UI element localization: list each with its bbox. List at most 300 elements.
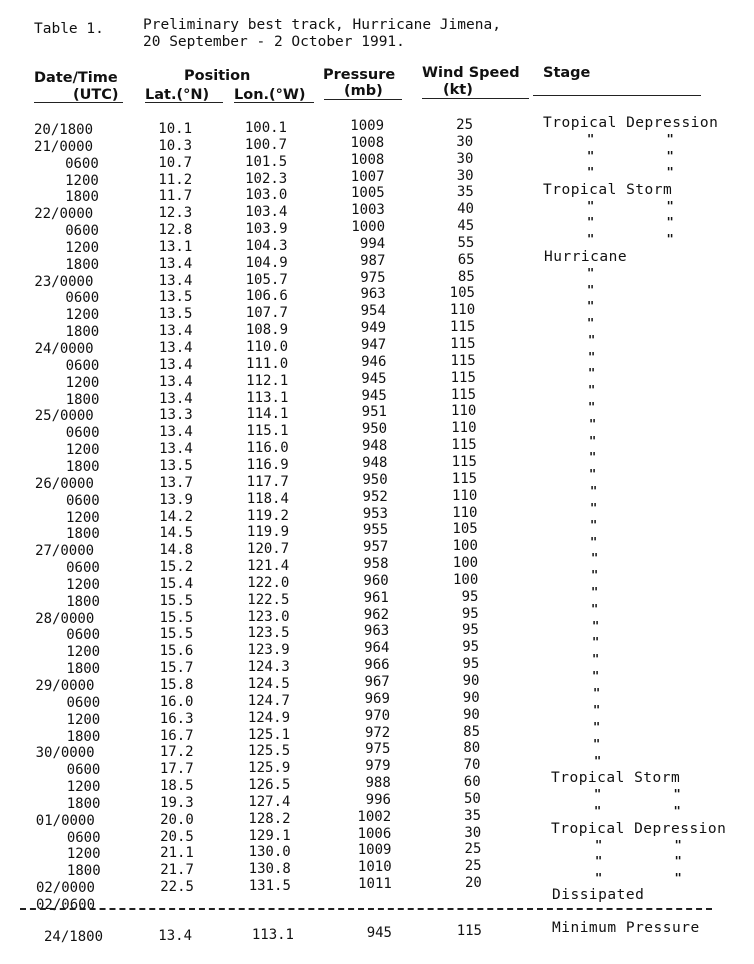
cell-lat: 13.9 xyxy=(159,491,193,508)
cell-pressure: 1008 xyxy=(350,151,385,168)
cell-wind: 100 xyxy=(452,571,479,588)
summary-separator xyxy=(20,908,712,910)
cell-wind: 95 xyxy=(461,605,479,622)
stage-ditto: " xyxy=(588,350,596,364)
stage-ditto: " xyxy=(589,434,597,448)
cell-time: 02/0000 xyxy=(35,880,95,897)
cell-lat: 13.5 xyxy=(158,289,193,306)
cell-lat: 21.7 xyxy=(160,862,194,879)
cell-lat: 14.2 xyxy=(159,508,193,525)
stage-ditto: " " xyxy=(594,804,681,818)
stage-ditto: " " xyxy=(587,199,674,213)
cell-pressure: 969 xyxy=(364,690,390,707)
cell-wind: 80 xyxy=(463,740,481,757)
cell-time: 1800 xyxy=(65,324,100,341)
header-kt: (kt) xyxy=(443,82,473,98)
cell-lon: 129.1 xyxy=(248,827,291,844)
cell-lon: 131.5 xyxy=(248,878,291,895)
cell-lon: 124.7 xyxy=(247,692,290,709)
stage-label: Tropical Storm xyxy=(543,182,673,198)
cell-time: 20/1800 xyxy=(34,122,94,138)
stage-ditto: " xyxy=(588,400,596,414)
cell-pressure: 1008 xyxy=(350,134,385,151)
cell-wind: 95 xyxy=(462,656,480,673)
cell-time: 30/0000 xyxy=(35,745,95,762)
cell-lon: 125.1 xyxy=(247,726,291,743)
cell-wind: 115 xyxy=(450,369,476,386)
stage-ditto: " xyxy=(590,535,598,549)
cell-wind: 95 xyxy=(462,622,479,639)
cell-pressure: 1010 xyxy=(357,859,392,876)
summary-lon: 113.1 xyxy=(251,927,294,943)
cell-lon: 123.9 xyxy=(247,642,290,659)
cell-time: 29/0000 xyxy=(35,677,95,694)
cell-pressure: 996 xyxy=(365,791,391,808)
cell-lon: 100.1 xyxy=(244,120,287,136)
cell-lon: 106.6 xyxy=(245,288,288,305)
stage-ditto: " " xyxy=(595,838,682,852)
cell-pressure: 951 xyxy=(361,404,387,421)
stage-ditto: " xyxy=(588,383,596,397)
header-rule-stage xyxy=(533,95,701,96)
cell-wind: 115 xyxy=(450,352,476,369)
cell-pressure: 961 xyxy=(363,589,389,606)
stage-ditto: " xyxy=(591,585,599,599)
stage-ditto: " xyxy=(591,602,599,616)
cell-lat: 13.4 xyxy=(158,272,193,289)
summary-label: Minimum Pressure xyxy=(552,920,700,936)
cell-lat: 11.2 xyxy=(158,171,193,188)
cell-lat: 19.3 xyxy=(160,794,194,811)
cell-lon: 126.5 xyxy=(248,777,291,794)
cell-lon: 103.9 xyxy=(245,221,288,238)
cell-pressure: 964 xyxy=(364,640,390,657)
stage-ditto: " xyxy=(588,333,596,347)
stage-ditto: " xyxy=(591,568,599,582)
cell-wind: 110 xyxy=(449,302,476,319)
cell-lat: 17.7 xyxy=(159,761,194,778)
cell-time: 0600 xyxy=(65,290,100,307)
stage-ditto: " " xyxy=(587,149,674,163)
cell-wind: 90 xyxy=(462,706,480,723)
cell-wind: 95 xyxy=(461,588,479,605)
header-rule-lon xyxy=(234,102,314,103)
stage-ditto: " " xyxy=(587,165,674,179)
cell-time: 1800 xyxy=(65,256,100,273)
cell-wind: 90 xyxy=(462,672,480,689)
cell-pressure: 1003 xyxy=(351,202,385,219)
cell-lon: 111.0 xyxy=(246,355,289,372)
cell-time: 1200 xyxy=(66,846,101,863)
cell-time: 1800 xyxy=(66,526,100,543)
cell-lon: 103.4 xyxy=(245,204,288,221)
cell-time: 1800 xyxy=(66,795,101,812)
cell-pressure: 1000 xyxy=(351,219,386,236)
cell-lat: 20.0 xyxy=(160,811,194,828)
cell-pressure: 947 xyxy=(360,337,387,354)
cell-lon: 122.5 xyxy=(247,591,290,608)
cell-lon: 116.0 xyxy=(246,440,289,457)
cell-lat: 15.4 xyxy=(159,575,194,592)
cell-wind: 110 xyxy=(452,504,478,521)
cell-time: 1200 xyxy=(65,374,100,391)
cell-lon: 110.0 xyxy=(245,339,289,356)
stage-label: Hurricane xyxy=(544,249,628,265)
stage-ditto: " xyxy=(592,635,600,649)
header-position: Position xyxy=(184,68,251,84)
cell-time: 0600 xyxy=(65,155,99,172)
cell-lon: 112.1 xyxy=(246,372,289,389)
cell-pressure: 975 xyxy=(365,741,391,758)
cell-lon: 117.7 xyxy=(246,473,289,490)
cell-lat: 13.1 xyxy=(158,238,193,255)
cell-wind: 45 xyxy=(457,218,475,235)
cell-pressure: 979 xyxy=(365,758,391,775)
cell-lon: 108.9 xyxy=(245,322,289,339)
stage-ditto: " xyxy=(589,467,597,481)
cell-pressure: 988 xyxy=(365,775,391,792)
cell-wind: 30 xyxy=(464,824,482,841)
header-wind: Wind Speed xyxy=(422,65,520,81)
cell-pressure: 957 xyxy=(363,539,389,556)
cell-lat: 21.1 xyxy=(160,845,194,862)
cell-time: 1200 xyxy=(66,509,100,526)
stage-ditto: " xyxy=(590,501,598,515)
stage-ditto: " xyxy=(591,551,599,565)
stage-ditto: " xyxy=(592,619,600,633)
cell-lon: 116.9 xyxy=(246,456,289,473)
stage-ditto: " xyxy=(593,703,601,717)
stage-ditto: " " xyxy=(587,232,674,246)
stage-ditto: " xyxy=(594,754,602,768)
summary-time: 24/1800 xyxy=(44,929,104,945)
cell-lon: 104.3 xyxy=(245,237,288,254)
cell-time: 23/0000 xyxy=(34,273,94,290)
cell-time: 1200 xyxy=(65,442,100,459)
cell-wind: 55 xyxy=(457,234,475,251)
stage-label: Dissipated xyxy=(552,887,645,903)
cell-pressure: 946 xyxy=(361,353,387,370)
stage-label: Tropical Depression xyxy=(551,821,727,837)
cell-wind: 60 xyxy=(463,774,481,791)
cell-wind: 85 xyxy=(463,723,481,740)
cell-pressure: 1005 xyxy=(350,185,385,202)
cell-lon: 130.8 xyxy=(248,861,291,878)
cell-pressure: 945 xyxy=(361,370,387,387)
cell-pressure: 950 xyxy=(362,471,388,488)
stage-ditto: " " xyxy=(587,215,674,229)
stage-ditto: " xyxy=(592,652,600,666)
cell-lon: 121.4 xyxy=(247,558,290,575)
header-lon: Lon.(°W) xyxy=(234,87,306,103)
cell-pressure: 1009 xyxy=(350,118,384,134)
cell-lon: 115.1 xyxy=(246,423,289,440)
table-label: Table 1. xyxy=(34,21,104,37)
cell-time: 01/0000 xyxy=(35,812,95,829)
cell-time: 0600 xyxy=(66,694,101,711)
cell-wind: 25 xyxy=(464,841,482,858)
cell-time: 26/0000 xyxy=(34,475,94,492)
cell-lat: 13.4 xyxy=(158,356,193,373)
stage-ditto: " xyxy=(587,266,595,280)
header-rule-wind xyxy=(422,98,529,99)
cell-pressure: 948 xyxy=(362,438,388,455)
cell-lat: 15.5 xyxy=(159,609,194,626)
cell-lat: 13.4 xyxy=(158,255,193,272)
cell-wind: 40 xyxy=(457,201,474,218)
cell-wind: 30 xyxy=(456,167,474,184)
cell-pressure: 952 xyxy=(362,488,388,505)
cell-pressure: 962 xyxy=(363,606,390,623)
cell-lon: 123.0 xyxy=(247,608,290,625)
stage-label: Tropical Storm xyxy=(551,770,681,786)
table-caption-line2: 20 September - 2 October 1991. xyxy=(143,34,405,50)
cell-time: 28/0000 xyxy=(35,610,95,627)
cell-lat: 15.5 xyxy=(159,592,194,609)
cell-pressure: 948 xyxy=(362,454,388,471)
stage-ditto: " xyxy=(587,316,595,330)
cell-lon: 120.7 xyxy=(247,541,290,558)
cell-lon: 114.1 xyxy=(246,406,289,423)
stage-ditto: " xyxy=(593,720,601,734)
cell-pressure: 987 xyxy=(360,252,386,269)
cell-lon: 101.5 xyxy=(245,153,288,170)
header-utc: (UTC) xyxy=(73,87,119,103)
cell-time: 0600 xyxy=(65,492,100,509)
header-rule-datetime xyxy=(34,102,123,103)
cell-pressure: 945 xyxy=(361,387,387,404)
cell-time: 1200 xyxy=(66,644,101,661)
cell-time: 1200 xyxy=(66,576,100,593)
cell-lon: 124.9 xyxy=(247,709,291,726)
cell-time: 0600 xyxy=(66,762,101,779)
cell-lon: 125.5 xyxy=(248,743,291,760)
cell-wind: 30 xyxy=(456,150,474,167)
cell-wind: 35 xyxy=(464,807,482,824)
stage-label: Tropical Depression xyxy=(543,115,719,131)
cell-wind: 105 xyxy=(449,285,475,302)
cell-lat: 15.8 xyxy=(159,676,194,693)
cell-wind: 100 xyxy=(452,538,478,555)
cell-time: 1800 xyxy=(65,391,100,408)
cell-wind: 105 xyxy=(452,521,478,538)
cell-lon: 100.7 xyxy=(244,136,288,153)
summary-lat: 13.4 xyxy=(158,928,192,944)
cell-pressure: 963 xyxy=(363,623,390,640)
header-datetime: Date/Time xyxy=(34,70,118,86)
cell-time: 27/0000 xyxy=(35,543,95,560)
cell-lat: 15.5 xyxy=(159,626,194,643)
stage-ditto: " xyxy=(589,450,597,464)
cell-lon: 119.2 xyxy=(246,507,289,524)
cell-lon: 113.1 xyxy=(246,389,289,406)
stage-ditto: " " xyxy=(595,854,682,868)
cell-wind: 115 xyxy=(450,386,477,403)
header-rule-lat xyxy=(145,102,223,103)
cell-time: 1800 xyxy=(66,661,101,678)
cell-wind: 90 xyxy=(462,689,480,706)
cell-lon: 125.9 xyxy=(248,760,291,777)
cell-time: 0600 xyxy=(66,627,101,644)
cell-lon: 103.0 xyxy=(245,187,288,204)
cell-lat: 18.5 xyxy=(159,778,194,795)
cell-pressure: 949 xyxy=(360,320,387,337)
cell-lat: 10.1 xyxy=(158,121,192,137)
cell-pressure: 954 xyxy=(360,303,386,320)
stage-ditto: " xyxy=(587,299,595,313)
cell-lat: 10.3 xyxy=(158,137,193,154)
header-stage: Stage xyxy=(543,65,591,81)
cell-wind: 25 xyxy=(464,858,482,875)
cell-lon: 124.3 xyxy=(247,659,290,676)
cell-lat: 13.5 xyxy=(158,306,193,323)
cell-time: 22/0000 xyxy=(34,206,94,223)
cell-lat: 12.3 xyxy=(158,205,193,222)
cell-pressure: 963 xyxy=(360,286,386,303)
cell-pressure: 966 xyxy=(364,657,390,674)
cell-lon: 118.4 xyxy=(246,490,289,507)
cell-wind: 115 xyxy=(451,470,478,487)
cell-time: 21/0000 xyxy=(34,138,94,155)
cell-lat: 16.0 xyxy=(159,693,194,710)
cell-pressure: 960 xyxy=(363,572,389,589)
stage-ditto: " " xyxy=(595,871,682,885)
cell-time: 24/0000 xyxy=(34,341,94,358)
cell-pressure: 1007 xyxy=(350,168,385,185)
cell-time: 1200 xyxy=(65,239,100,256)
table-caption-line1: Preliminary best track, Hurricane Jimena, xyxy=(143,17,501,33)
stage-ditto: " xyxy=(590,484,598,498)
cell-pressure: 1011 xyxy=(358,876,392,893)
cell-time: 1200 xyxy=(66,779,101,796)
cell-pressure: 994 xyxy=(359,235,386,252)
cell-lat: 13.4 xyxy=(158,323,193,340)
cell-wind: 100 xyxy=(452,555,479,572)
cell-lat: 13.7 xyxy=(159,474,193,491)
cell-lon: 127.4 xyxy=(248,793,291,810)
cell-time: 1800 xyxy=(65,189,99,206)
cell-lon: 128.2 xyxy=(248,810,291,827)
cell-wind: 35 xyxy=(456,184,474,201)
stage-ditto: " " xyxy=(594,787,681,801)
header-lat: Lat.(°N) xyxy=(145,87,210,103)
cell-lat: 16.3 xyxy=(159,710,194,727)
cell-lon: 124.5 xyxy=(247,675,290,692)
cell-wind: 95 xyxy=(462,639,480,656)
cell-lat: 11.7 xyxy=(158,188,193,205)
cell-lon: 123.5 xyxy=(247,625,290,642)
cell-lon: 119.9 xyxy=(246,524,290,541)
cell-wind: 70 xyxy=(463,757,481,774)
cell-pressure: 955 xyxy=(362,522,389,539)
cell-lat: 13.4 xyxy=(158,373,193,390)
summary-wind: 115 xyxy=(456,923,482,939)
cell-time: 1200 xyxy=(66,711,101,728)
cell-wind: 85 xyxy=(457,268,475,285)
cell-wind: 25 xyxy=(456,117,473,133)
cell-wind: 50 xyxy=(463,790,481,807)
cell-lat: 13.4 xyxy=(159,441,193,458)
cell-lat: 14.8 xyxy=(159,542,194,559)
cell-lat: 13.5 xyxy=(159,457,193,474)
cell-time: 02/0600 xyxy=(36,897,96,913)
cell-lon: 122.0 xyxy=(247,574,290,591)
cell-wind: 110 xyxy=(452,487,478,504)
cell-lat: 10.7 xyxy=(158,154,193,171)
stage-ditto: " xyxy=(593,737,601,751)
cell-time: 0600 xyxy=(65,223,99,240)
summary-pressure: 945 xyxy=(366,925,392,941)
cell-time: 1800 xyxy=(66,863,101,880)
cell-time: 0600 xyxy=(65,425,100,442)
cell-time: 0600 xyxy=(65,357,100,374)
cell-lat: 13.3 xyxy=(159,407,193,424)
cell-lat: 15.6 xyxy=(159,643,194,660)
cell-pressure: 972 xyxy=(364,724,391,741)
cell-wind: 110 xyxy=(451,420,477,437)
cell-time: 25/0000 xyxy=(34,408,94,425)
cell-lat: 12.8 xyxy=(158,222,193,239)
cell-pressure: 958 xyxy=(363,556,389,573)
cell-lat: 17.2 xyxy=(159,744,194,761)
stage-ditto: " xyxy=(589,417,597,431)
header-rule-pressure xyxy=(324,99,402,100)
cell-pressure: 950 xyxy=(361,421,388,438)
cell-pressure: 967 xyxy=(364,673,390,690)
cell-wind: 115 xyxy=(450,336,476,353)
cell-lat: 20.5 xyxy=(160,828,194,845)
cell-wind: 115 xyxy=(450,319,476,336)
stage-ditto: " " xyxy=(587,132,674,146)
cell-wind: 110 xyxy=(451,403,477,420)
cell-time: 1800 xyxy=(65,458,100,475)
cell-wind: 30 xyxy=(456,133,474,150)
cell-pressure: 1006 xyxy=(357,825,392,842)
cell-lon: 102.3 xyxy=(245,170,288,187)
cell-pressure: 953 xyxy=(362,505,388,522)
stage-ditto: " xyxy=(587,283,595,297)
cell-lat: 22.5 xyxy=(160,879,194,896)
header-mb: (mb) xyxy=(344,83,383,99)
cell-time: 1200 xyxy=(65,307,100,324)
stage-ditto: " xyxy=(588,366,596,380)
cell-wind: 115 xyxy=(451,453,477,470)
cell-lat: 13.4 xyxy=(158,390,193,407)
cell-wind: 20 xyxy=(464,875,482,892)
cell-lon: 107.7 xyxy=(245,305,288,322)
cell-lat: 15.2 xyxy=(159,559,194,576)
cell-time: 1800 xyxy=(66,593,100,610)
cell-lat: 14.5 xyxy=(159,525,194,542)
cell-lat: 13.4 xyxy=(159,424,193,441)
cell-lat: 15.7 xyxy=(159,660,194,677)
cell-time: 1200 xyxy=(65,172,99,189)
stage-ditto: " xyxy=(592,669,600,683)
cell-lon: 105.7 xyxy=(245,271,288,288)
header-pressure: Pressure xyxy=(323,67,396,83)
cell-lat: 13.4 xyxy=(158,340,193,357)
cell-pressure: 1009 xyxy=(357,842,392,859)
cell-time: 0600 xyxy=(66,829,101,846)
cell-lon: 104.9 xyxy=(245,254,288,271)
cell-lat: 16.7 xyxy=(159,727,194,744)
cell-wind: 115 xyxy=(451,437,477,454)
cell-pressure: 1002 xyxy=(357,808,392,825)
stage-ditto: " xyxy=(593,686,601,700)
stage-ditto: " xyxy=(590,518,598,532)
cell-time: 1800 xyxy=(66,728,101,745)
cell-wind: 65 xyxy=(457,251,475,268)
